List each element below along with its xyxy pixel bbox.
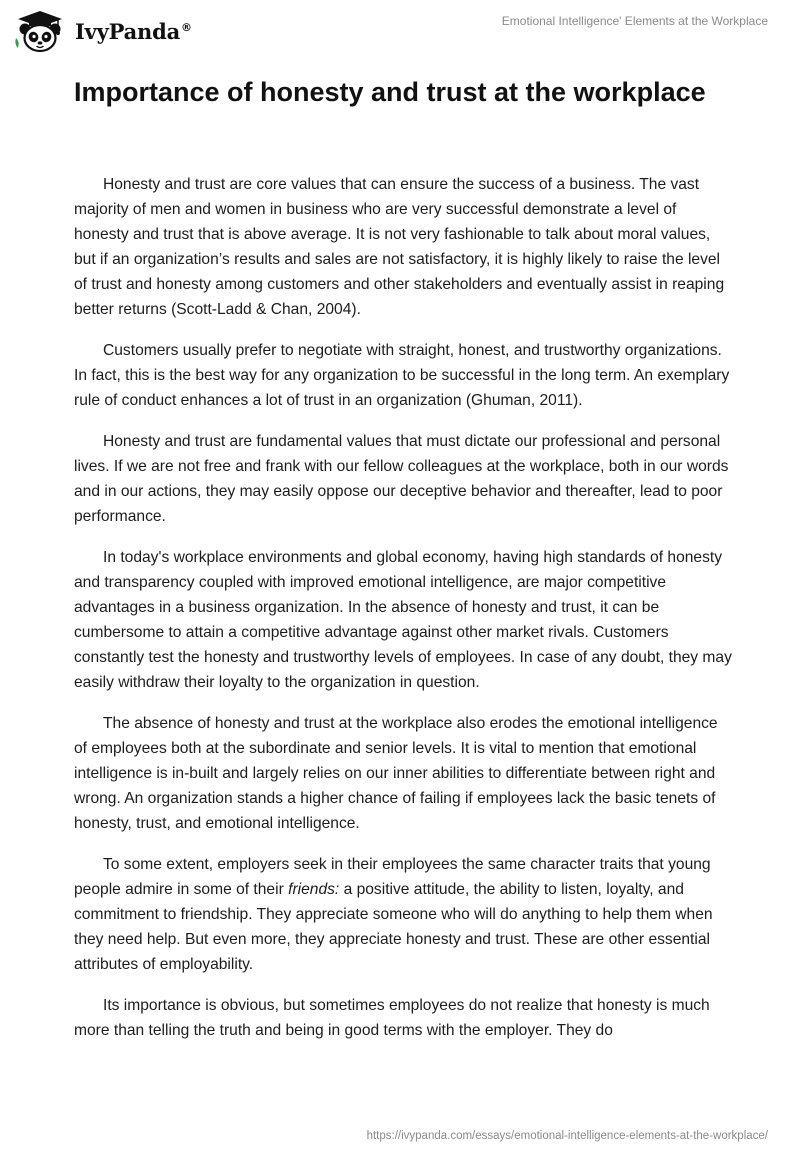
paragraph: Honesty and trust are core values that can ensure the success of a business. The vast majority of men and women in business who are very successful demonstrate a level of honesty and trust that is above average. It is not very fashionable to talk about moral values, but if an organization’s results and sales are not satisfactory, it is highly likely to raise the level of trust and honesty among customers and other stakeholders and eventually assist in reaping better returns (Scott-Ladd & Chan, 2004). (74, 176, 725, 318)
article-body (74, 172, 734, 1059)
page-header (0, 0, 800, 62)
paragraph: In today's workplace environments and global economy, having high standards of honesty and transparency coupled with improved emotional intelligence, are major competitive advantages in a business organization. In the absence of honesty and trust, it can be cumbersome to attain a competitive advantage against other market rivals. Customers constantly test the honesty and trustworthy levels of employees. In case of any doubt, they may easily withdraw their loyalty to the organization in question. (74, 549, 732, 691)
panda-graduate-icon (14, 8, 66, 54)
paragraph-text: a positive attitude, the ability to listen, loyalty, and commitment to friendship. They appreciate someone who will do anything to help them when they need help. But even more, they appreciate honesty and trust. These are other essential attributes of employability. (74, 881, 713, 973)
paragraph-text: To some extent, employers seek in their employees the same character traits that young people admire in some of their (74, 856, 711, 898)
brand-logo[interactable] (14, 8, 192, 54)
paragraph (74, 852, 734, 977)
source-url[interactable]: https://ivypanda.com/essays/emotional-intelligence-elements-at-the-workplace/ (366, 1130, 768, 1142)
registered-mark: ® (181, 20, 192, 34)
brand-name: IvyPanda® (75, 18, 192, 44)
emphasis-text: friends: (288, 881, 340, 898)
paragraph: Honesty and trust are fundamental values that must dictate our professional and personal lives. If we are not free and frank with our fellow colleagues at the workplace, both in our words and in our actions, they may easily oppose our deceptive behavior and thereafter, lead to poor performance. (74, 433, 729, 525)
page-title: Importance of honesty and trust at the workplace (74, 77, 706, 107)
paragraph: Its importance is obvious, but sometimes employees do not realize that honesty is much more than telling the truth and being in good terms with the employer. They do (74, 997, 710, 1039)
paragraph: The absence of honesty and trust at the workplace also erodes the emotional intelligence of employees both at the subordinate and senior levels. It is vital to mention that emotional intelligence is in-built and largely relies on our inner abilities to differentiate between right and wrong. An organization stands a higher chance of failing if employees lack the basic tenets of honesty, trust, and emotional intelligence. (74, 715, 718, 832)
paragraph: Customers usually prefer to negotiate with straight, honest, and trustworthy organizations. In fact, this is the best way for any organization to be successful in the long term. An exemplary rule of conduct enhances a lot of trust in an organization (Ghuman, 2011). (74, 342, 730, 409)
document-title: Emotional Intelligence' Elements at the Workplace (501, 14, 768, 28)
